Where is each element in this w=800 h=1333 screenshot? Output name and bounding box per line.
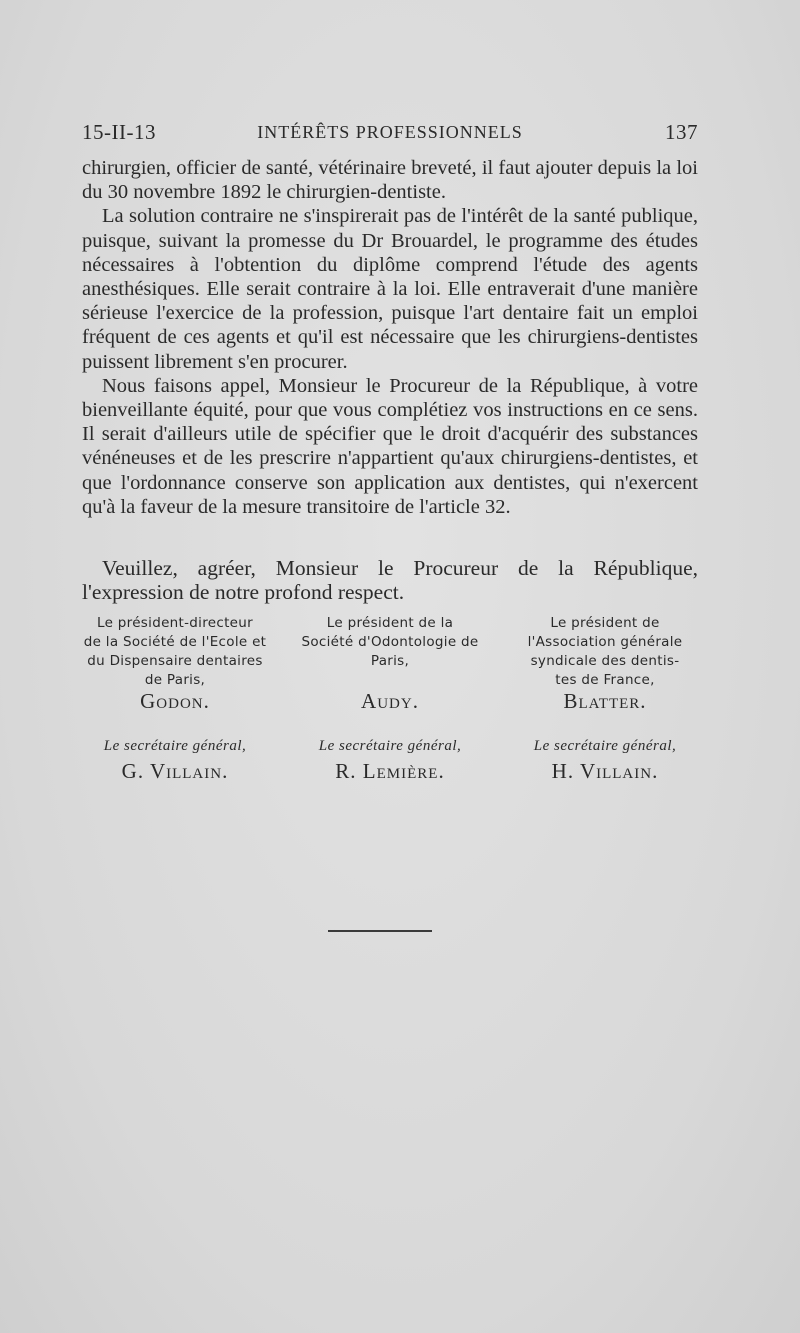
paragraph-1: chirurgien, officier de santé, vétérinaire breveté, il faut ajouter depuis la loi du 30 novembre 1892 le chirurgien-dentiste.	[82, 157, 698, 204]
header-title: INTÉRÊTS PROFESSIONNELS	[257, 122, 523, 142]
secretary-signatures	[70, 738, 710, 784]
signatory-name: Godon.	[140, 689, 210, 713]
signature-line: tes de France,	[555, 672, 655, 688]
signature-line: Le président de la	[326, 615, 454, 631]
spacer	[285, 671, 495, 690]
signatory-name: Audy.	[361, 689, 419, 713]
secretary-name: G. Villain.	[121, 759, 229, 783]
body-text	[82, 156, 698, 519]
secretary-g-villain	[70, 738, 280, 784]
signature-line: Société d'Odontologie de	[301, 634, 479, 650]
header-date: 15-II-13	[82, 120, 156, 144]
president-signatures	[70, 614, 710, 711]
secretary-title: Le secrétaire général,	[318, 738, 462, 754]
secretary-lemiere	[285, 738, 495, 784]
signature-line: de Paris,	[144, 672, 206, 688]
signature-line: Le président de	[550, 615, 660, 631]
secretary-name: R. Lemière.	[335, 759, 445, 783]
section-divider	[328, 930, 432, 932]
signatory-name: Blatter.	[563, 689, 647, 713]
signature-line: Le président-directeur	[97, 615, 253, 631]
signature-line: l'Association générale	[527, 634, 683, 650]
paragraph-2: La solution contraire ne s'inspirerait pas de l'intérêt de la santé publique, puisque, suivant la promesse du Dr Brouardel, le programme des études nécessaires à l'obtention du diplôme comprend l'étude des agents anesthésiques. Elle serait contraire à la loi. Elle entraverait d'une manière sérieuse l'exercice de la profession, puisque l'art dentaire fait un emploi fréquent de ces agents et qu'il est nécessaire que les chirurgiens-dentistes puissent librement s'en procurer.	[82, 205, 698, 373]
signature-line: du Dispensaire dentaires	[87, 653, 263, 669]
signature-blatter	[500, 614, 710, 711]
secretary-title: Le secrétaire général,	[103, 738, 247, 754]
secretary-name: H. Villain.	[551, 759, 659, 783]
signature-line: syndicale des dentis-	[530, 653, 680, 669]
secretary-h-villain	[500, 738, 710, 784]
running-header	[82, 120, 698, 150]
paragraph-3: Nous faisons appel, Monsieur le Procureur de la République, à votre bienveillante équité, pour que vous complétiez vos instructions en ce sens. Il serait d'ailleurs utile de spécifier que le droit d'acquérir des substances vénéneuses et de les prescrire n'appartient qu'aux chirurgiens-dentistes, et que l'ordonnance conserve son application aux dentistes, qui n'exercent qu'à la faveur de la mesure transitoire de l'article 32.	[82, 374, 698, 518]
signature-godon	[70, 614, 280, 711]
signature-line: de la Société de l'Ecole et	[83, 634, 267, 650]
page-number: 137	[665, 120, 698, 144]
secretary-title: Le secrétaire général,	[533, 738, 677, 754]
closing-formula	[82, 556, 698, 604]
signature-audy	[285, 614, 495, 711]
signature-line: Paris,	[370, 653, 410, 669]
closing-text: Veuillez, agréer, Monsieur le Procureur de la République, l'expression de notre profond respect.	[82, 556, 698, 604]
